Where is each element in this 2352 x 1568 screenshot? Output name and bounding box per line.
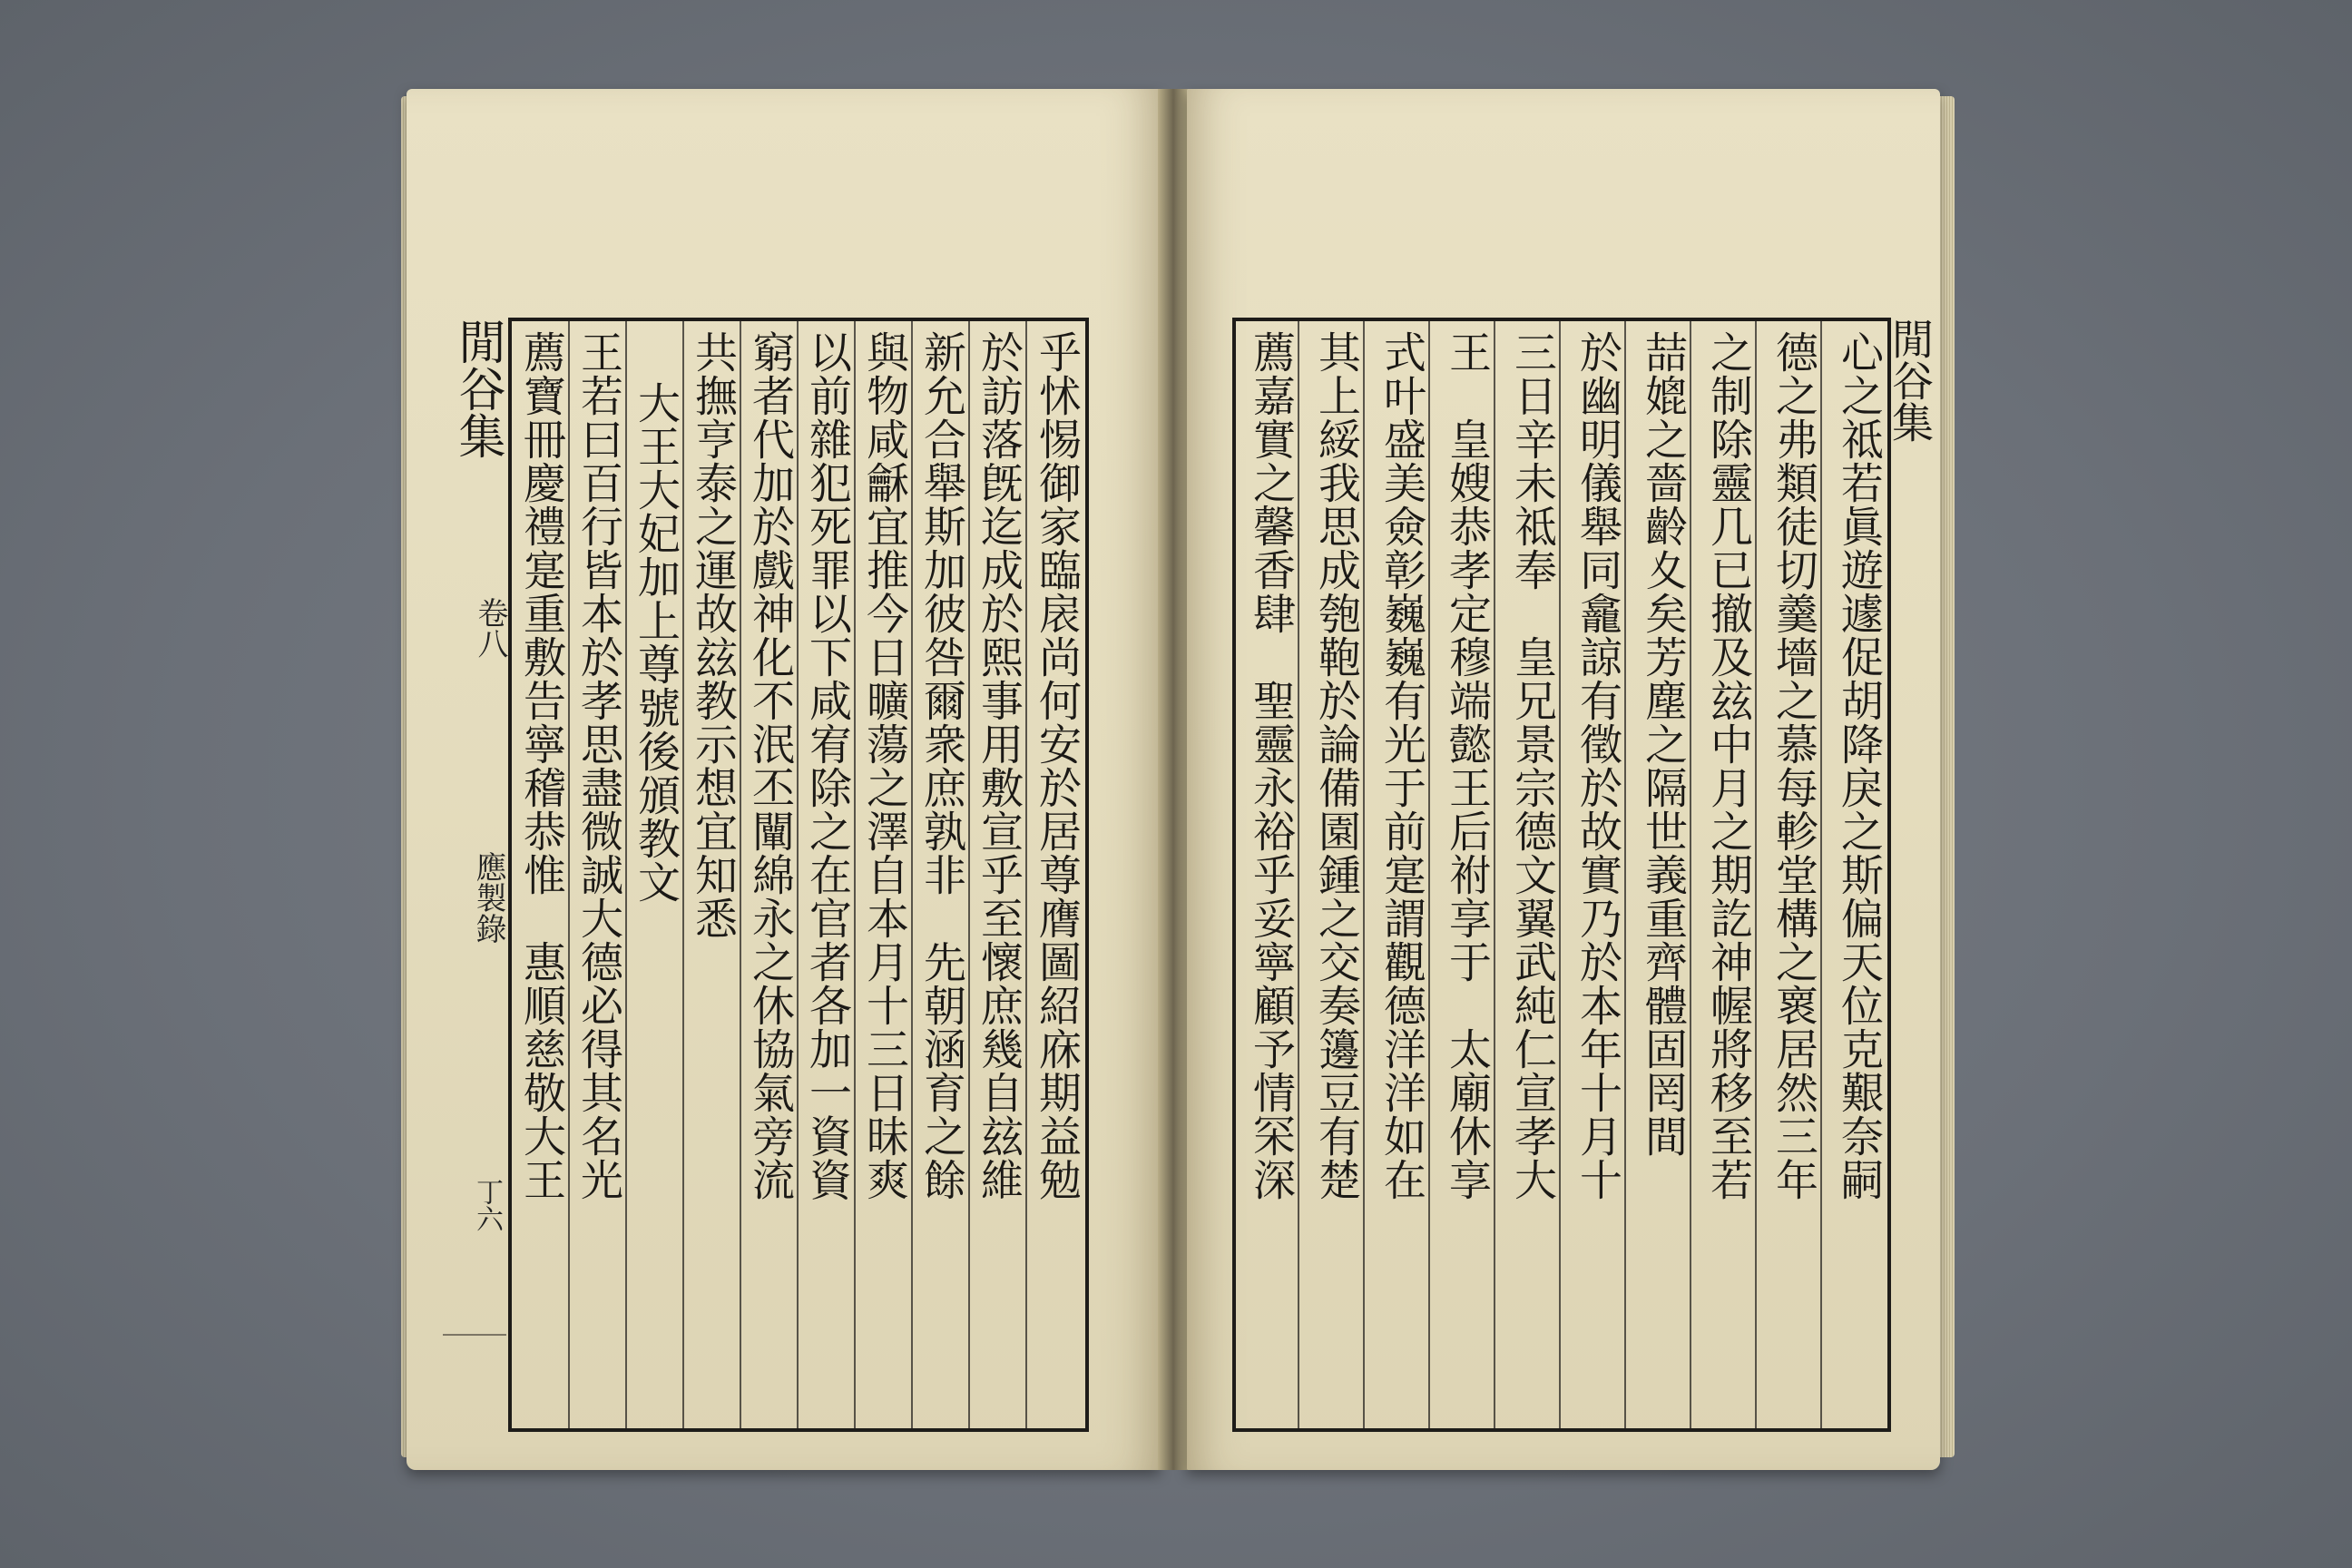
column-rule <box>1820 321 1822 1428</box>
left-text-frame <box>508 318 1089 1432</box>
column-rule <box>1755 321 1757 1428</box>
column-rule <box>1298 321 1299 1428</box>
text-column: 三日辛未祗奉 皇兄景宗德文翼武純仁宣孝大 <box>1507 330 1557 1201</box>
text-column: 薦嘉實之馨香肆 聖靈永裕乎妥寧顧予情罙深 <box>1246 330 1296 1201</box>
column-rule <box>1494 321 1495 1428</box>
column-rule <box>1025 321 1027 1428</box>
book-title: 閒谷集 <box>450 318 505 459</box>
book-title-right: 閒谷集 <box>1886 318 1935 443</box>
column-rule <box>797 321 799 1428</box>
text-column: 以前雜犯死罪以下咸宥除之在官者各加一資資 <box>802 330 852 1201</box>
margin-rule <box>443 1334 506 1336</box>
column-rule <box>1363 321 1365 1428</box>
text-column: 王若曰百行皆本於孝思盡微誠大德必得其名光 <box>573 330 623 1201</box>
text-column: 與物咸龢宜推今日曠蕩之澤自本月十三日昧爽 <box>859 330 909 1201</box>
column-rule <box>968 321 970 1428</box>
text-column: 之制除靈几已撤及玆中月之期訖神幄將移至若 <box>1703 330 1753 1201</box>
right-page-center-strip <box>1886 318 1935 1432</box>
text-column: 乎怵惕御家臨扆尚何安於居尊膺圖紹庥期益勉 <box>1032 330 1082 1201</box>
text-column: 於幽明儀舉同龕諒有徵於故實乃於本年十月十 <box>1573 330 1622 1201</box>
left-page <box>407 89 1160 1470</box>
column-rule <box>854 321 856 1428</box>
text-column: 共撫亨泰之運故玆教示想宜知悉 <box>688 330 738 940</box>
column-rule <box>1559 321 1561 1428</box>
column-rule <box>1428 321 1430 1428</box>
text-column: 式叶盛美僉彰巍巍有光于前寔謂觀德洋洋如在 <box>1377 330 1426 1201</box>
text-column: 德之弗類徒切羹墻之慕每軫堂構之褱居然三年 <box>1769 330 1818 1201</box>
text-column: 其上綏我思成匏鞄於論備園鍾之交奏籩豆有楚 <box>1311 330 1361 1201</box>
text-column: 於訪落旣迄成於熙事用敷宣乎至懷庶幾自玆維 <box>974 330 1024 1201</box>
column-rule <box>682 321 684 1428</box>
text-column: 窮者代加於戲神化不泯丕闡綿永之休協氣旁流 <box>745 330 795 1201</box>
text-column: 喆媲之嗇齡夊矣芳塵之隔世義重齊體固罔間 <box>1638 330 1688 1158</box>
section-title: 應製錄 <box>470 851 506 944</box>
text-column-heading: 大王大妃加上尊號後頒教文 <box>631 381 681 904</box>
volume-marker: 卷八 <box>472 597 508 659</box>
column-rule <box>568 321 570 1428</box>
text-column: 新允合舉斯加彼咎爾衆庶孰非 先朝涵育之餘 <box>916 330 966 1201</box>
right-text-frame <box>1232 318 1891 1432</box>
text-column: 心之祗若眞遊遽促胡降戾之斯偏天位克艱奈嗣 <box>1834 330 1884 1201</box>
book-gutter <box>1158 89 1189 1470</box>
column-rule <box>911 321 913 1428</box>
column-rule <box>1690 321 1691 1428</box>
text-column: 薦寶冊慶禮寔重敷告寧稽恭惟 惠順慈敬大王 <box>516 330 566 1201</box>
column-rule <box>740 321 741 1428</box>
column-rule <box>1624 321 1626 1428</box>
page-number: 丁六 <box>471 1178 503 1232</box>
text-column: 王 皇嫂恭孝定穆端懿王后祔享于 太廟休享 <box>1442 330 1492 1201</box>
open-book <box>407 89 1940 1470</box>
column-rule <box>625 321 627 1428</box>
